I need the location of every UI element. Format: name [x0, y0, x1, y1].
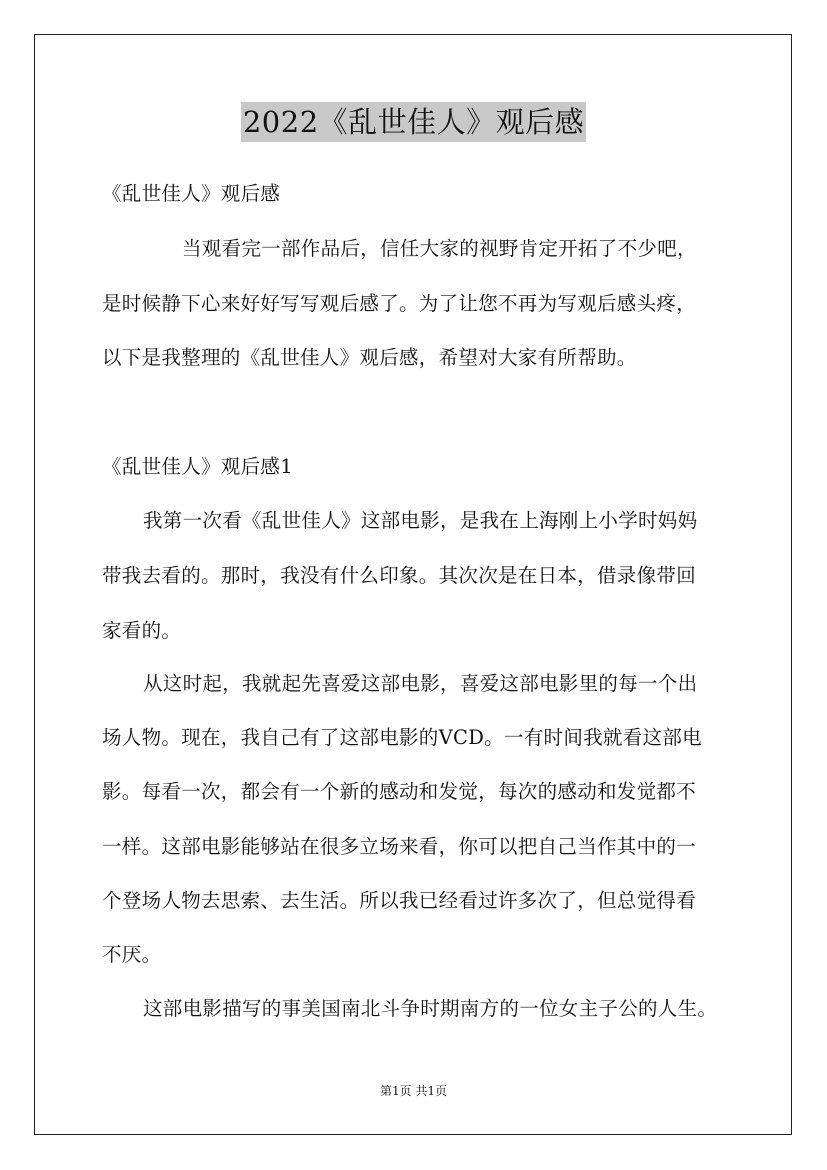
paragraph-line: 以下是我整理的《乱世佳人》观后感，希望对大家有所帮助。 — [102, 346, 637, 369]
paragraph-line: 不厌。 — [102, 943, 162, 966]
paragraph-line: 个登场人物去思索、去生活。所以我已经看过许多次了，但总觉得看 — [102, 889, 697, 912]
paragraph-line: 是时候静下心来好好写写观后感了。为了让您不再为写观后感头疼， — [102, 292, 697, 315]
section-heading-intro: 《乱世佳人》观后感 — [102, 182, 281, 205]
document-title: 2022《乱世佳人》观后感 — [241, 102, 586, 142]
paragraph-line: 带我去看的。那时，我没有什么印象。其次次是在日本，借录像带回 — [102, 564, 697, 587]
page-footer: 第1页 共1页 — [379, 1084, 448, 1098]
section-heading-1: 《乱世佳人》观后感1 — [102, 455, 293, 478]
paragraph-line: 当观看完一部作品后，信任大家的视野肯定开拓了不少吧， — [182, 237, 697, 260]
title-container — [0, 102, 827, 142]
paragraph-line: 家看的。 — [102, 619, 182, 642]
paragraph-line: 场人物。现在，我自己有了这部电影的VCD。一有时间我就看这部电 — [102, 726, 702, 749]
paragraph-line: 这部电影描写的事美国南北斗争时期南方的一位女主子公的人生。 — [143, 997, 718, 1020]
paragraph-line: 我第一次看《乱世佳人》这部电影，是我在上海刚上小学时妈妈 — [143, 509, 698, 532]
paragraph-line: 一样。这部电影能够站在很多立场来看，你可以把自己当作其中的一 — [102, 835, 697, 858]
paragraph-line: 影。每看一次，都会有一个新的感动和发觉，每次的感动和发觉都不 — [102, 780, 697, 803]
paragraph-line: 从这时起，我就起先喜爱这部电影，喜爱这部电影里的每一个出 — [143, 672, 698, 695]
